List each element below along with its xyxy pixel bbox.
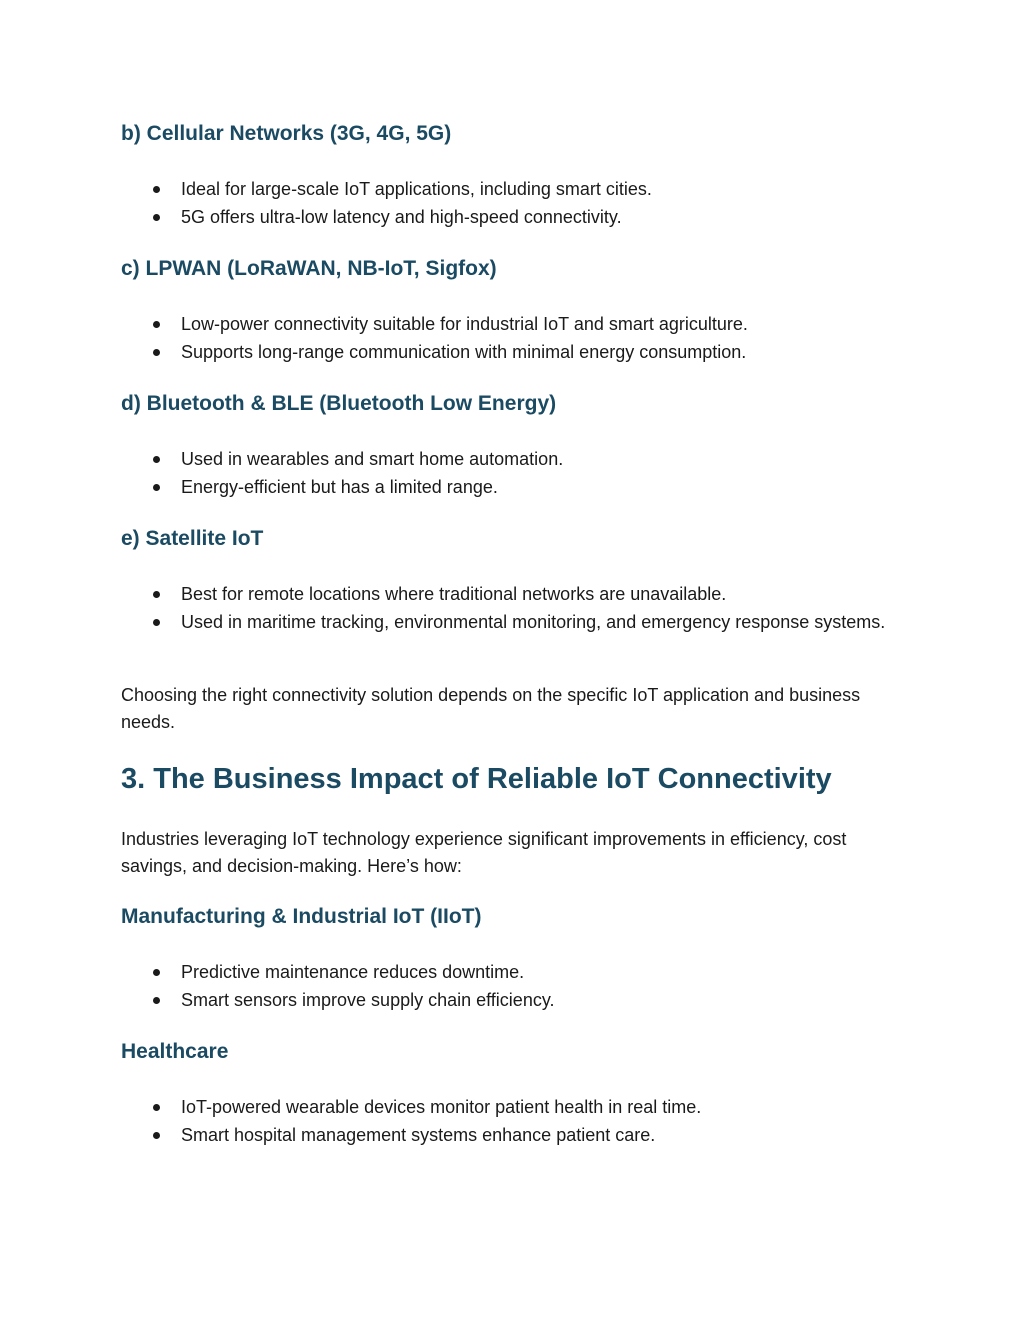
- bullet-icon: [153, 321, 160, 328]
- section-heading-satellite: e) Satellite IoT: [121, 527, 264, 550]
- bullet-icon: [153, 969, 160, 976]
- list-item: IoT-powered wearable devices monitor patient health in real time.: [121, 1093, 911, 1121]
- section-heading-bluetooth: d) Bluetooth & BLE (Bluetooth Low Energy): [121, 392, 557, 415]
- bullet-list-bluetooth: [121, 445, 911, 501]
- bullet-list-satellite: [121, 580, 911, 636]
- list-item: Used in maritime tracking, environmental monitoring, and emergency response systems.: [121, 608, 911, 636]
- section-heading-lpwan: c) LPWAN (LoRaWAN, NB-IoT, Sigfox): [121, 257, 497, 280]
- bullet-icon: [153, 1132, 160, 1139]
- list-item: Used in wearables and smart home automation.: [121, 445, 911, 473]
- industry-heading-manufacturing: Manufacturing & Industrial IoT (IIoT): [121, 905, 482, 928]
- list-item: Energy-efficient but has a limited range.: [121, 473, 911, 501]
- list-item: Predictive maintenance reduces downtime.: [121, 958, 911, 986]
- bullet-icon: [153, 214, 160, 221]
- bullet-icon: [153, 484, 160, 491]
- conclusion-paragraph: Choosing the right connectivity solution depends on the specific IoT application and business needs.: [121, 685, 861, 732]
- bullet-list-healthcare: [121, 1093, 911, 1149]
- main-section-heading: 3. The Business Impact of Reliable IoT Connectivity: [121, 763, 832, 795]
- list-item: Smart hospital management systems enhance patient care.: [121, 1121, 911, 1149]
- bullet-icon: [153, 1104, 160, 1111]
- bullet-icon: [153, 456, 160, 463]
- list-item: Supports long-range communication with minimal energy consumption.: [121, 338, 911, 366]
- bullet-icon: [153, 997, 160, 1004]
- bullet-list-cellular: [121, 175, 911, 231]
- bullet-icon: [153, 619, 160, 626]
- list-item: Low-power connectivity suitable for industrial IoT and smart agriculture.: [121, 310, 911, 338]
- intro-paragraph: Industries leveraging IoT technology experience significant improvements in efficiency, cost savings, and decision-making. Here’s how:: [121, 829, 847, 876]
- list-item: Ideal for large-scale IoT applications, including smart cities.: [121, 175, 911, 203]
- bullet-list-lpwan: [121, 310, 911, 366]
- bullet-icon: [153, 349, 160, 356]
- bullet-list-manufacturing: [121, 958, 911, 1014]
- bullet-icon: [153, 591, 160, 598]
- list-item: Best for remote locations where traditional networks are unavailable.: [121, 580, 911, 608]
- section-heading-cellular: b) Cellular Networks (3G, 4G, 5G): [121, 122, 452, 145]
- list-item: Smart sensors improve supply chain efficiency.: [121, 986, 911, 1014]
- bullet-icon: [153, 186, 160, 193]
- industry-heading-healthcare: Healthcare: [121, 1040, 229, 1063]
- list-item: 5G offers ultra-low latency and high-speed connectivity.: [121, 203, 911, 231]
